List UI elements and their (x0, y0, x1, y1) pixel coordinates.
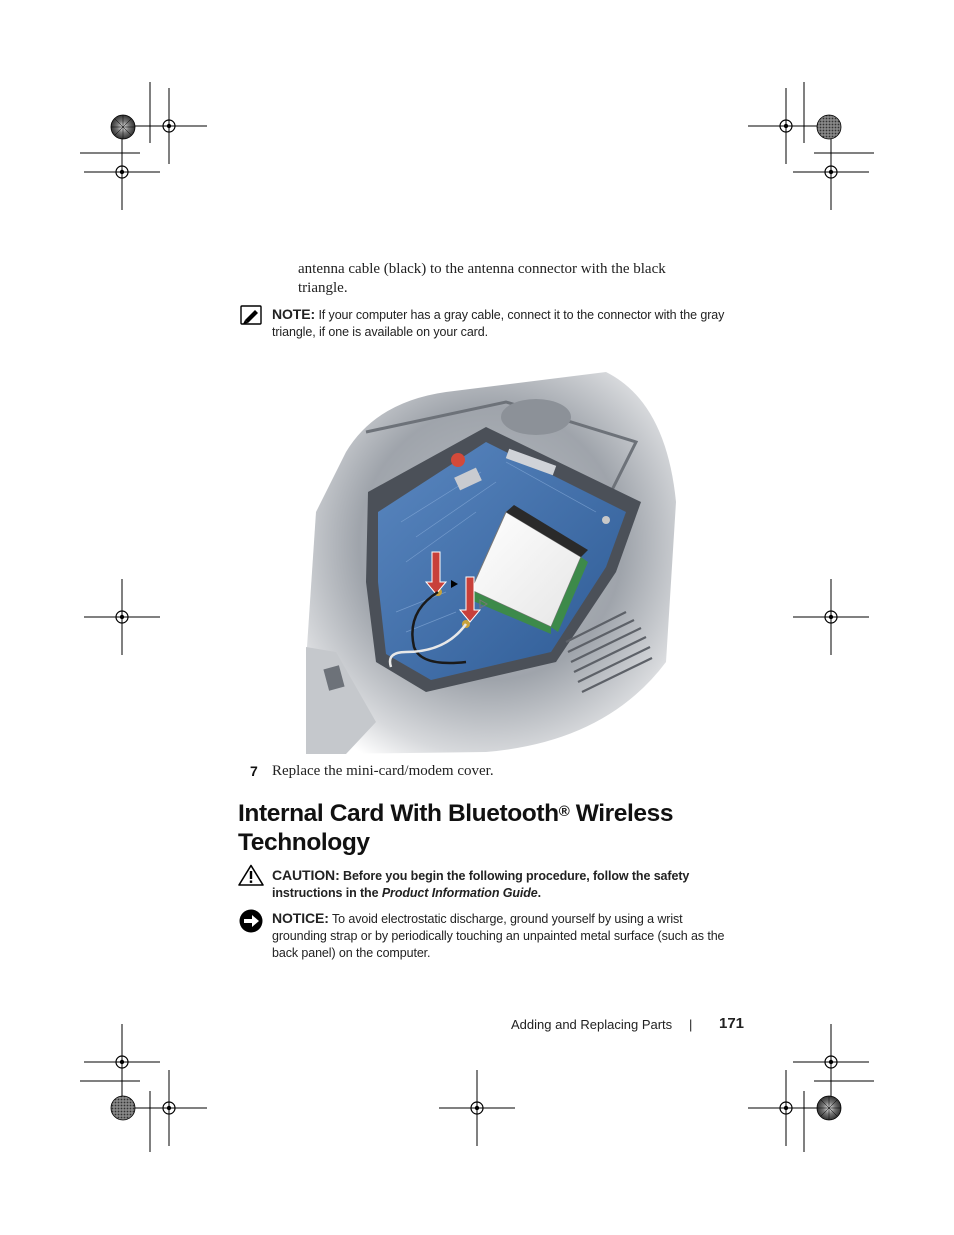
crop-mark-top-left (80, 82, 207, 210)
section-heading (238, 799, 758, 857)
page-number: 171 (719, 1015, 745, 1032)
footer-separator: | (689, 1017, 693, 1032)
section-title-part2: Wireless (569, 800, 674, 827)
step-text: Replace the mini-card/modem cover. (272, 763, 494, 779)
mini-card-installation-illustration (306, 362, 686, 754)
caution-label: CAUTION: (272, 867, 340, 883)
notice-text: To avoid electrostatic discharge, ground yourself by using a wrist grounding strap or by periodically touching an unpainted metal surface (such as the back panel) on the computer. (272, 912, 725, 960)
intro-text: antenna cable (black) to the antenna connector with the black triangle. (298, 261, 666, 296)
pencil-note-icon (240, 305, 262, 325)
crop-mark-middle-right (793, 579, 869, 655)
intro-paragraph (298, 260, 698, 298)
step-number: 7 (250, 763, 258, 779)
crop-mark-top-right (748, 82, 874, 210)
section-title-part1: Internal Card With Bluetooth (238, 800, 559, 827)
caution-guide-title: Product Information Guide (381, 886, 538, 900)
caution-text: Before you begin the following procedure, follow the safety instructions in the (272, 869, 690, 900)
registered-mark: ® (558, 803, 570, 820)
crop-mark-middle-left (84, 579, 160, 655)
section-title-line2: Technology (238, 829, 370, 856)
notice-icon (238, 908, 264, 934)
crop-mark-bottom-center (439, 1070, 515, 1146)
notice-label: NOTICE: (272, 910, 329, 926)
note-text: If your computer has a gray cable, connect it to the connector with the gray triangle, if one is available on your card. (272, 308, 725, 339)
caution-text-end: . (537, 886, 542, 900)
warning-triangle-icon (238, 864, 264, 886)
footer-section: Adding and Replacing Parts (511, 1017, 673, 1032)
note-label: NOTE: (272, 306, 316, 322)
crop-mark-bottom-right (748, 1024, 874, 1152)
crop-mark-bottom-left (80, 1024, 207, 1152)
